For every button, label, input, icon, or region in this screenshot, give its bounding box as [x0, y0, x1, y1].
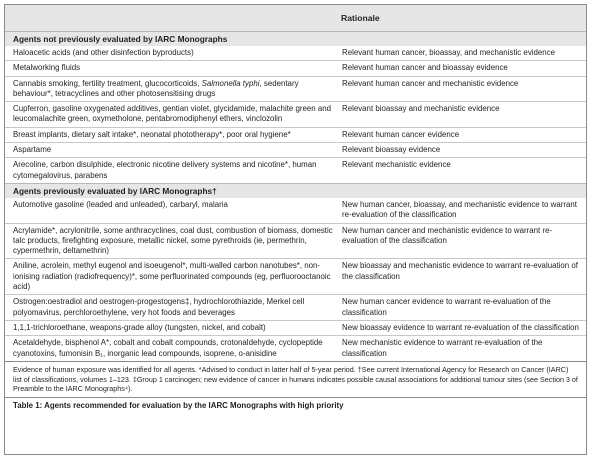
table-row — [5, 142, 586, 157]
table-row — [5, 223, 586, 259]
rationale-cell: Relevant human cancer evidence — [342, 129, 460, 139]
table-row — [5, 294, 586, 320]
rationale-cell: Relevant mechanistic evidence — [342, 160, 451, 170]
table-row — [5, 320, 586, 335]
agents-cell: Aniline, acrolein, methyl eugenol and isoeugenol*, multi-walled carbon nanotubes*, non-ionising radiation (radiofrequency)*, some perfluorinated compounds (eg, perfluorooctanoic acid) — [13, 261, 331, 292]
header-col-rationale: Rationale — [341, 13, 380, 23]
agents-text: , sedentary behaviour*, tetracyclines and other photosensitising drugs — [13, 78, 299, 98]
agents-cell: Aspartame — [13, 145, 52, 155]
table-row — [5, 60, 586, 75]
agents-cell: Ostrogen:oestradiol and oestrogen-progestogens‡, hydrochlorothiazide, Merkel cell polyomavirus, perchloroethylene, very hot foods and beverages — [13, 297, 305, 317]
rationale-cell: New human cancer evidence to warrant re-evaluation of the classification — [342, 297, 551, 317]
table-row — [5, 335, 586, 361]
rationale-cell: New bioassay and mechanistic evidence to warrant re-evaluation of the classification — [342, 261, 578, 281]
rationale-cell: Relevant human cancer and mechanistic evidence — [342, 78, 519, 88]
table-caption: Table 1: Agents recommended for evaluation by the IARC Monographs with high priority — [5, 397, 586, 413]
table-row — [5, 76, 586, 102]
table-footnotes: Evidence of human exposure was identified for all agents. *Advised to conduct in latter half of 5-year period. †See current International Agency for Research on Cancer (IARC) list of classifications, volumes 1–123. ‡Group 1 carcinogen; new evidence of cancer in humans indicates possible causal associations for additional tumour sites (see Section 3 of Preamble to the IARC Monographs⁴). — [5, 361, 586, 397]
agents-text: Cannabis smoking, fertility treatment, glucocorticoids, — [13, 78, 202, 88]
agents-italic-text: Salmonella typhi — [201, 78, 260, 88]
rationale-cell: New bioassay evidence to warrant re-evaluation of the classification — [342, 322, 579, 332]
agents-cell: Acrylamide*, acrylonitrile, some anthracyclines, coal dust, combustion of biomass, domestic talc products, firefighting exposure, metallic nickel, some pyrethroids (ie, permethrin, cypermethrin, deltamethrin) — [13, 225, 333, 256]
table-row — [5, 101, 586, 127]
rationale-cell: New human cancer, bioassay, and mechanistic evidence to warrant re-evaluation of the classification — [342, 199, 577, 220]
agents-cell: Arecoline, carbon disulphide, electronic nicotine delivery systems and nicotine*, human cytomegalovirus, parabens — [13, 160, 317, 180]
section-title: Agents previously evaluated by IARC Monographs† — [5, 183, 586, 198]
agents-cell: Automotive gasoline (leaded and unleaded), carbaryl, malaria — [13, 199, 228, 209]
table-row — [5, 127, 586, 142]
rationale-cell: Relevant bioassay evidence — [342, 145, 441, 155]
section-title: Agents not previously evaluated by IARC Monographs — [5, 31, 586, 46]
table-row — [5, 46, 586, 60]
table-row — [5, 157, 586, 183]
table-row — [5, 198, 586, 223]
agents-cell: Cupferron, gasoline oxygenated additives, gentian violet, glycidamide, malachite green and leucomalachite green, oxymetholone, pentabromodiphenyl ethers, vinclozolin — [13, 104, 332, 124]
agents-cell: Haloacetic acids (and other disinfection byproducts) — [13, 48, 194, 57]
table-row — [5, 258, 586, 294]
agents-cell: Breast implants, dietary salt intake*, neonatal phototherapy*, poor oral hygiene* — [13, 129, 291, 139]
rationale-cell: Relevant human cancer, bioassay, and mechanistic evidence — [342, 48, 556, 57]
rationale-cell: Relevant human cancer and bioassay evidence — [342, 63, 508, 73]
table-container — [4, 4, 587, 455]
agents-cell: Metalworking fluids — [13, 63, 81, 73]
agents-cell: Acetaldehyde, bisphenol A*, cobalt and cobalt compounds, crotonaldehyde, cyclopeptide cyanotoxins, fumonisin B₁, inorganic lead compounds, isoprene, o-anisidine — [13, 338, 323, 358]
agents-cell: 1,1,1-trichloroethane, weapons-grade alloy (tungsten, nickel, and cobalt) — [13, 322, 266, 332]
rationale-cell: Relevant bioassay and mechanistic evidence — [342, 104, 500, 114]
table-header — [5, 5, 586, 31]
rationale-cell: New human cancer and mechanistic evidence to warrant re-evaluation of the classification — [342, 225, 553, 245]
rationale-cell: New mechanistic evidence to warrant re-evaluation of the classification — [342, 338, 543, 358]
agents-cell — [5, 77, 335, 102]
